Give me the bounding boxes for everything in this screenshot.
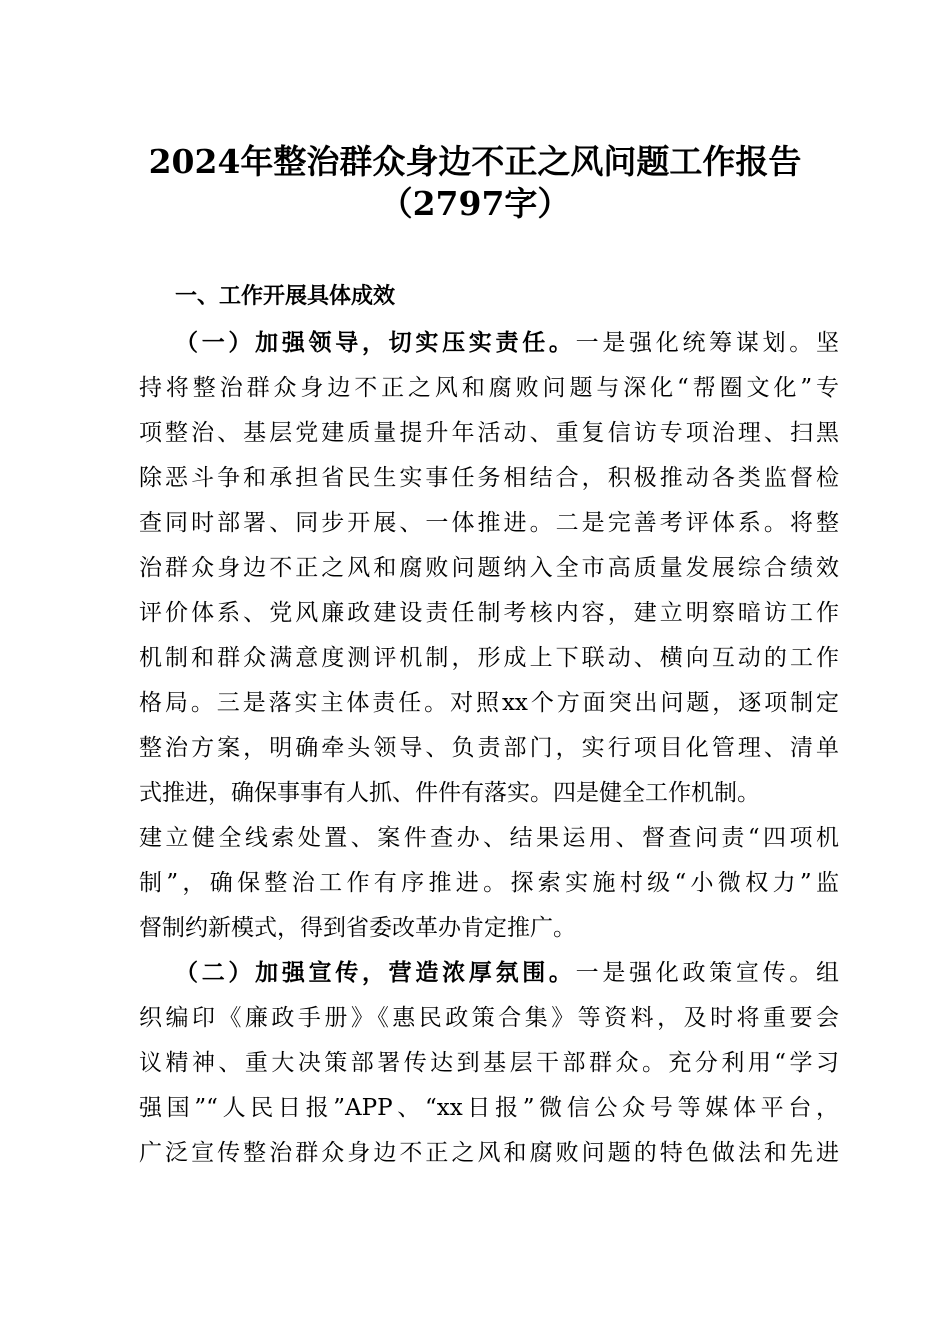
paragraph-2-lead-rest: 一是强化政策宣传。组 xyxy=(575,960,840,986)
paragraph-1-first-line xyxy=(175,325,839,361)
paragraph-line: 格局。三是落实主体责任。对照xx个方面突出问题，逐项制定 xyxy=(139,690,839,716)
document-word-count: （2797字） xyxy=(379,184,571,223)
document-title: 2024年整治群众身边不正之风问题工作报告 xyxy=(148,142,802,181)
paragraph-line: 制”，确保整治工作有序推进。探索实施村级“小微权力”监 xyxy=(139,870,839,896)
paragraph-2-lead: （二）加强宣传，营造浓厚氛围。 xyxy=(175,959,576,986)
paragraph-line: 查同时部署、同步开展、一体推进。二是完善考评体系。将整 xyxy=(139,510,839,536)
paragraph-line: 除恶斗争和承担省民生实事任务相结合，积极推动各类监督检 xyxy=(139,465,839,491)
paragraph-line: 督制约新模式，得到省委改革办肯定推广。 xyxy=(139,915,576,941)
paragraph-line: 议精神、重大决策部署传达到基层干部群众。充分利用“学习 xyxy=(139,1050,839,1076)
paragraph-line: 项整治、基层党建质量提升年活动、重复信访专项治理、扫黑 xyxy=(139,420,839,446)
paragraph-line: 评价体系、党风廉政建设责任制考核内容，建立明察暗访工作 xyxy=(139,600,839,626)
section-heading: 一、工作开展具体成效 xyxy=(175,284,396,309)
paragraph-line: 强国”“人民日报”APP、“xx日报”微信公众号等媒体平台， xyxy=(139,1095,839,1121)
paragraph-line: 建立健全线索处置、案件查办、结果运用、督查问责“四项机 xyxy=(139,825,839,851)
paragraph-1-lead-rest: 一是强化统筹谋划。坚 xyxy=(575,330,840,356)
paragraph-line: 机制和群众满意度测评机制，形成上下联动、横向互动的工作 xyxy=(139,645,839,671)
paragraph-line: 整治方案，明确牵头领导、负责部门，实行项目化管理、清单 xyxy=(139,735,839,761)
paragraph-line: 广泛宣传整治群众身边不正之风和腐败问题的特色做法和先进 xyxy=(139,1140,839,1166)
paragraph-1-lead: （一）加强领导，切实压实责任。 xyxy=(175,329,576,356)
paragraph-line: 治群众身边不正之风和腐败问题纳入全市高质量发展综合绩效 xyxy=(139,555,839,581)
paragraph-line: 式推进，确保事事有人抓、件件有落实。四是健全工作机制。 xyxy=(139,780,760,806)
paragraph-2-first-line xyxy=(175,955,839,991)
paragraph-line: 持将整治群众身边不正之风和腐败问题与深化“帮圈文化”专 xyxy=(139,375,839,401)
paragraph-line: 织编印《廉政手册》《惠民政策合集》等资料，及时将重要会 xyxy=(139,1005,839,1031)
